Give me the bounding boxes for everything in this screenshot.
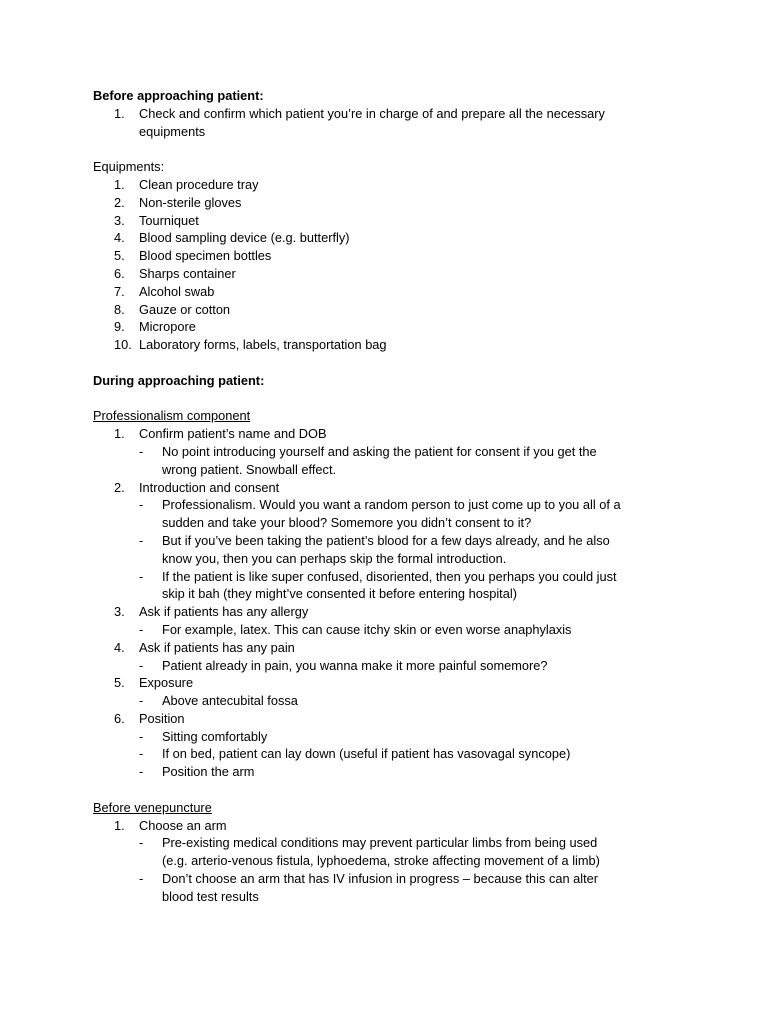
- sub-list-text: If the patient is like super confused, disoriented, then you perhaps you could just: [162, 568, 617, 584]
- sub-list-text: No point introducing yourself and asking the patient for consent if you get the: [162, 443, 597, 459]
- sub-list-text: Pre-existing medical conditions may prevent particular limbs from being used: [162, 835, 598, 851]
- dash-bullet: -: [139, 871, 144, 887]
- subsection-heading-professionalism: Professionalism component: [93, 408, 251, 424]
- section-heading-before-approaching: Before approaching patient:: [93, 88, 264, 103]
- section-heading-during-approaching: During approaching patient:: [93, 372, 265, 388]
- subsection-heading-before-venepuncture: Before venepuncture: [93, 799, 212, 815]
- dash-bullet: -: [139, 764, 144, 780]
- list-item: [93, 247, 693, 265]
- sub-list-text: Sitting comfortably: [162, 728, 268, 744]
- list-number: 1.: [114, 105, 125, 121]
- list-text: Check and confirm which patient you’re in charge of and prepare all the necessary: [139, 105, 605, 121]
- list-text: Sharps container: [139, 265, 236, 281]
- list-item: [93, 265, 693, 283]
- dash-bullet: -: [139, 621, 144, 637]
- sub-list-item: [93, 692, 693, 710]
- list-text: Position: [139, 710, 185, 726]
- sub-list-text-continued: skip it bah (they might’ve consented it before entering hospital): [162, 586, 517, 602]
- sub-list-item: [93, 870, 693, 888]
- list-item: [93, 318, 693, 336]
- dash-bullet: -: [139, 693, 144, 709]
- sub-list-text: Professionalism. Would you want a random person to just come up to you all of a: [162, 497, 621, 513]
- list-text: Non-sterile gloves: [139, 194, 242, 210]
- list-number: 4.: [114, 230, 125, 246]
- list-text: Confirm patient’s name and DOB: [139, 426, 327, 442]
- list-item: [93, 817, 693, 835]
- list-number: 4.: [114, 639, 125, 655]
- list-number: 9.: [114, 319, 125, 335]
- sub-list-item: [93, 568, 693, 586]
- list-number: 1.: [114, 426, 125, 442]
- list-text: Tourniquet: [139, 212, 199, 228]
- list-item: [93, 229, 693, 247]
- dash-bullet: -: [139, 746, 144, 762]
- list-item: [93, 176, 693, 194]
- list-text: Exposure: [139, 675, 194, 691]
- dash-bullet: -: [139, 657, 144, 673]
- list-number: 3.: [114, 604, 125, 620]
- list-item: [93, 479, 693, 497]
- list-number: 5.: [114, 675, 125, 691]
- list-number: 6.: [114, 710, 125, 726]
- list-text: Ask if patients has any pain: [139, 639, 295, 655]
- section-heading-equipments: Equipments:: [93, 159, 165, 175]
- sub-list-text-continued: know you, then you can perhaps skip the formal introduction.: [162, 550, 507, 566]
- sub-list-text: But if you’ve been taking the patient’s blood for a few days already, and he also: [162, 532, 610, 548]
- sub-list-item: [93, 745, 693, 763]
- list-item: [93, 105, 693, 141]
- list-number: 7.: [114, 283, 125, 299]
- dash-bullet: -: [139, 835, 144, 851]
- sub-list-item: [93, 834, 693, 852]
- list-item: [93, 212, 693, 230]
- list-text: Blood sampling device (e.g. butterfly): [139, 230, 350, 246]
- list-text: Ask if patients has any allergy: [139, 604, 309, 620]
- list-item: [93, 603, 693, 621]
- list-item: [93, 336, 693, 354]
- list-number: 1.: [114, 176, 125, 192]
- list-number: 3.: [114, 212, 125, 228]
- list-item: [93, 710, 693, 728]
- list-item: [93, 674, 693, 692]
- sub-list-item: [93, 532, 693, 550]
- sub-list-item: [93, 496, 693, 514]
- sub-list-text: Above antecubital fossa: [162, 693, 298, 709]
- list-item: [93, 283, 693, 301]
- list-number: 5.: [114, 248, 125, 264]
- sub-list-item: [93, 657, 693, 675]
- list-text-continued: equipments: [139, 123, 206, 139]
- document-page: [93, 87, 693, 906]
- list-text: Blood specimen bottles: [139, 248, 272, 264]
- list-text: Laboratory forms, labels, transportation bag: [139, 337, 387, 353]
- list-item: [93, 194, 693, 212]
- list-number: 6.: [114, 265, 125, 281]
- list-text: Gauze or cotton: [139, 301, 231, 317]
- sub-list-item: [93, 621, 693, 639]
- sub-list-text: Don’t choose an arm that has IV infusion in progress – because this can alter: [162, 871, 599, 887]
- sub-list-text-continued: wrong patient. Snowball effect.: [162, 461, 337, 477]
- list-text: Introduction and consent: [139, 479, 280, 495]
- list-item: [93, 301, 693, 319]
- list-text: Alcohol swab: [139, 283, 215, 299]
- dash-bullet: -: [139, 532, 144, 548]
- sub-list-text: If on bed, patient can lay down (useful if patient has vasovagal syncope): [162, 746, 571, 762]
- list-number: 10.: [114, 337, 132, 353]
- list-item: [93, 425, 693, 443]
- list-number: 2.: [114, 194, 125, 210]
- dash-bullet: -: [139, 568, 144, 584]
- sub-list-text-continued: blood test results: [162, 888, 259, 904]
- sub-list-text: Patient already in pain, you wanna make it more painful somemore?: [162, 657, 548, 673]
- list-number: 8.: [114, 301, 125, 317]
- list-item: [93, 639, 693, 657]
- sub-list-item: [93, 763, 693, 781]
- sub-list-item: [93, 443, 693, 461]
- sub-list-text: Position the arm: [162, 764, 255, 780]
- sub-list-text: For example, latex. This can cause itchy skin or even worse anaphylaxis: [162, 621, 572, 637]
- list-text: Micropore: [139, 319, 196, 335]
- list-number: 1.: [114, 817, 125, 833]
- sub-list-item: [93, 728, 693, 746]
- dash-bullet: -: [139, 497, 144, 513]
- dash-bullet: -: [139, 728, 144, 744]
- dash-bullet: -: [139, 443, 144, 459]
- list-text: Clean procedure tray: [139, 176, 259, 192]
- sub-list-text-continued: sudden and take your blood? Somemore you didn’t consent to it?: [162, 515, 532, 531]
- list-text: Choose an arm: [139, 817, 227, 833]
- list-number: 2.: [114, 479, 125, 495]
- sub-list-text-continued: (e.g. arterio-venous fistula, lyphoedema, stroke affecting movement of a limb): [162, 853, 600, 869]
